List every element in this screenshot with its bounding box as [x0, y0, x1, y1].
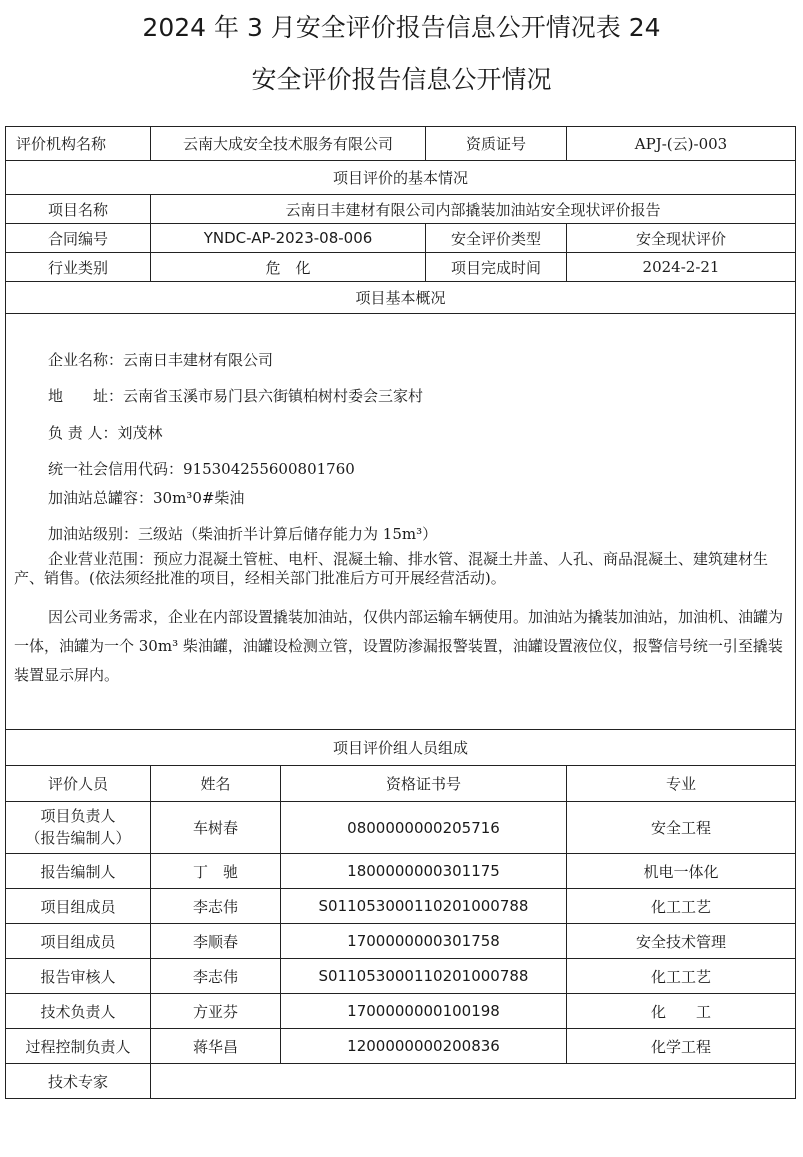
expert-value: [151, 1064, 796, 1099]
overview-description: 因公司业务需求，企业在内部设置撬装加油站，仅供内部运输车辆使用。加油站为撬装加油站，加油机、油罐为一体，油罐为一个 30m³ 柴油罐，油罐设检测立管，设置防渗漏报警装置，油罐设置液位仪，报警信号统一引至撬装装置显示屏内。: [14, 607, 784, 685]
cert-cell: 1200000000200836: [281, 1029, 567, 1064]
industry-label: 行业类别: [6, 253, 151, 282]
cert-cell: 1700000000301758: [281, 924, 567, 959]
name-cell: 丁 驰: [151, 854, 281, 889]
org-row: [6, 127, 796, 161]
major-cell: 安全工程: [567, 802, 796, 854]
project-name-label: 项目名称: [6, 195, 151, 224]
overview-address: 地 址：云南省玉溪市易门县六街镇柏树村委会三家村: [48, 387, 424, 406]
cert-value: APJ-(云)-003: [567, 127, 796, 161]
overview-cell: [6, 314, 796, 730]
expert-row: [6, 1064, 796, 1099]
table-row: [6, 889, 796, 924]
section-basic-row: [6, 161, 796, 195]
eval-type-value: 安全现状评价: [567, 224, 796, 253]
col-header-cert: 资格证书号: [281, 766, 567, 802]
table-row: [6, 924, 796, 959]
overview-credit-code: 统一社会信用代码：915304255600801760: [48, 460, 355, 479]
table-row: [6, 994, 796, 1029]
table-row: [6, 1029, 796, 1064]
role-cell: [6, 802, 151, 854]
table-row: [6, 854, 796, 889]
overview-row: [6, 314, 796, 730]
table-row: [6, 959, 796, 994]
completion-label: 项目完成时间: [426, 253, 567, 282]
major-cell: 化工工艺: [567, 959, 796, 994]
section-team-title: 项目评价组人员组成: [6, 730, 796, 766]
major-cell: 安全技术管理: [567, 924, 796, 959]
contract-row: [6, 224, 796, 253]
project-name-row: [6, 195, 796, 224]
name-cell: 李顺春: [151, 924, 281, 959]
disclosure-table: [5, 126, 796, 1099]
section-team-row: [6, 730, 796, 766]
name-cell: 蒋华昌: [151, 1029, 281, 1064]
major-cell: 机电一体化: [567, 854, 796, 889]
org-value: 云南大成安全技术服务有限公司: [151, 127, 426, 161]
major-cell: 化工工艺: [567, 889, 796, 924]
major-cell: 化 工: [567, 994, 796, 1029]
section-overview-row: [6, 282, 796, 314]
section-overview-title: 项目基本概况: [6, 282, 796, 314]
section-basic-title: 项目评价的基本情况: [6, 161, 796, 195]
completion-value: 2024-2-21: [567, 253, 796, 282]
name-cell: 方亚芬: [151, 994, 281, 1029]
cert-cell: S011053000110201000788: [281, 959, 567, 994]
major-cell: 化学工程: [567, 1029, 796, 1064]
cert-cell: 1800000000301175: [281, 854, 567, 889]
org-label: 评价机构名称: [6, 127, 151, 161]
document-subtitle: 安全评价报告信息公开情况: [251, 65, 552, 94]
eval-type-label: 安全评价类型: [426, 224, 567, 253]
industry-value: 危 化: [151, 253, 426, 282]
role-cell: 项目组成员: [6, 924, 151, 959]
expert-label: 技术专家: [6, 1064, 151, 1099]
overview-business-scope: 企业营业范围：预应力混凝土管桩、电杆、混凝土输、排水管、混凝土井盖、人孔、商品混凝土、建筑建材生产、销售。(依法须经批准的项目，经相关部门批准后方可开展经营活动)。: [14, 549, 769, 588]
role-cell: 项目组成员: [6, 889, 151, 924]
name-cell: 车树春: [151, 802, 281, 854]
team-header-row: [6, 766, 796, 802]
role-cell: 报告审核人: [6, 959, 151, 994]
role-cell: 技术负责人: [6, 994, 151, 1029]
cert-label: 资质证号: [426, 127, 567, 161]
name-cell: 李志伟: [151, 889, 281, 924]
col-header-major: 专业: [567, 766, 796, 802]
project-name-value: 云南日丰建材有限公司内部撬装加油站安全现状评价报告: [151, 195, 796, 224]
role-cell: 过程控制负责人: [6, 1029, 151, 1064]
col-header-role: 评价人员: [6, 766, 151, 802]
role-line: 项目负责人: [40, 806, 116, 825]
cert-cell: S011053000110201000788: [281, 889, 567, 924]
col-header-name: 姓名: [151, 766, 281, 802]
cert-cell: 1700000000100198: [281, 994, 567, 1029]
overview-principal: 负 责 人：刘茂林: [48, 423, 163, 442]
overview-company: 企业名称：云南日丰建材有限公司: [48, 350, 274, 369]
contract-value: YNDC-AP-2023-08-006: [151, 224, 426, 253]
overview-station-level: 加油站级别：三级站（柴油折半计算后储存能力为 15m³）: [48, 525, 438, 544]
overview-tank-capacity: 加油站总罐容：30m³0#柴油: [48, 488, 245, 507]
industry-row: [6, 253, 796, 282]
document-title: 2024 年 3 月安全评价报告信息公开情况表 24: [142, 13, 661, 42]
name-cell: 李志伟: [151, 959, 281, 994]
role-line-2: （报告编制人）: [25, 828, 131, 847]
role-cell: 报告编制人: [6, 854, 151, 889]
table-row: [6, 802, 796, 854]
cert-cell: 0800000000205716: [281, 802, 567, 854]
contract-label: 合同编号: [6, 224, 151, 253]
